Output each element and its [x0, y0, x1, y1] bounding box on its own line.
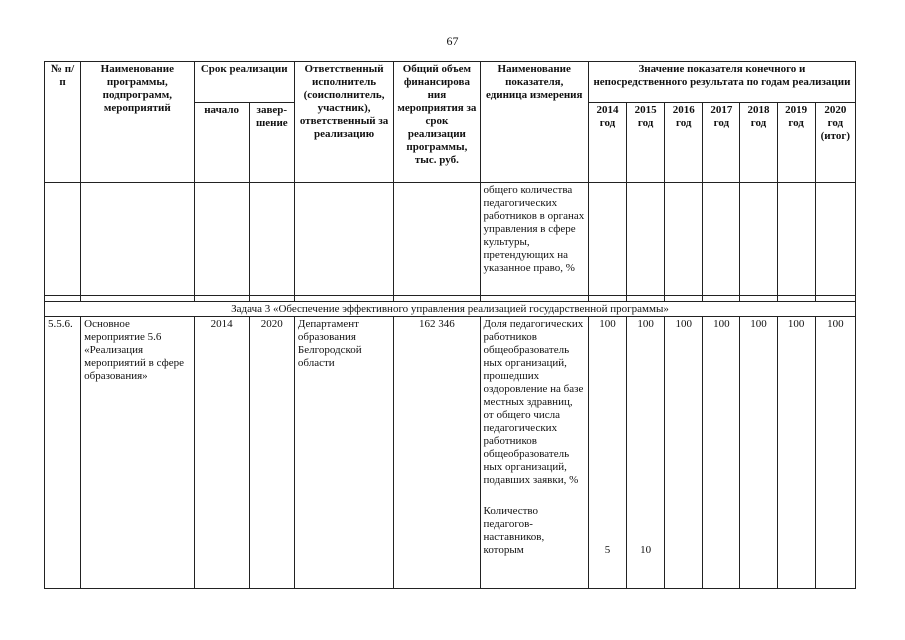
row-executor: Департамент образования Белгородской области	[294, 317, 393, 589]
cell-empty	[627, 183, 665, 296]
row-end: 2020	[249, 317, 294, 589]
cell-empty	[740, 183, 777, 296]
header-term-end: завер-шение	[249, 103, 294, 183]
value-2014-ind2: 5	[604, 544, 611, 556]
continued-indicator: общего количества педагогических работников в органах управления в сфере культуры, претендующих на указанное право, %	[480, 183, 588, 296]
row-funding: 162 346	[394, 317, 480, 589]
cell-empty	[777, 183, 815, 296]
header-year: 2014 год	[588, 103, 626, 183]
value-2016-ind1: 100	[675, 318, 692, 330]
header-num: № п/п	[45, 62, 81, 183]
value-2015-ind1: 100	[637, 318, 654, 330]
value-cell	[703, 317, 740, 589]
cell-empty	[588, 183, 626, 296]
header-term: Срок реализации	[194, 62, 294, 103]
cell-empty	[81, 183, 194, 296]
header-row-1	[45, 62, 856, 103]
value-2015-ind2: 10	[640, 544, 652, 556]
value-2018-ind1: 100	[750, 318, 767, 330]
value-2017-ind1: 100	[713, 318, 730, 330]
value-cell	[588, 317, 626, 589]
cell-empty	[294, 183, 393, 296]
header-year: 2018 год	[740, 103, 777, 183]
value-2019-ind1: 100	[787, 318, 805, 330]
value-2014-ind1: 100	[599, 318, 616, 330]
header-term-start: начало	[194, 103, 249, 183]
header-year: 2020 год (итог)	[815, 103, 855, 183]
indicator-1: Доля педагогических работников общеобразователь ных организаций, прошедших оздоровление на базе местных здравниц, от общего числа педагогических работников общеобразователь ных организаций, подавших заявки, %	[483, 318, 584, 486]
value-cell	[627, 317, 665, 589]
cell-empty	[249, 183, 294, 296]
header-executor: Ответственный исполнитель (соисполнитель, участник), ответственный за реализацию	[294, 62, 393, 183]
header-funding: Общий объем финансирова ния мероприятия за срок реализации программы, тыс. руб.	[394, 62, 480, 183]
continued-row	[45, 183, 856, 296]
task-row	[45, 302, 856, 317]
header-values-group: Значение показателя конечного и непосредственного результата по годам реализации	[588, 62, 855, 103]
cell-empty	[394, 183, 480, 296]
task-title: Задача 3 «Обеспечение эффективного управления реализацией государственной программы»	[45, 302, 856, 317]
page-number: 67	[446, 34, 459, 48]
indicator-cell	[480, 317, 588, 589]
cell-empty	[815, 183, 855, 296]
row-name: Основное мероприятие 5.6 «Реализация мероприятий в сфере образования»	[81, 317, 194, 589]
program-table	[44, 61, 856, 589]
header-year: 2016 год	[665, 103, 703, 183]
value-2020-ind1: 100	[827, 318, 844, 330]
cell-empty	[665, 183, 703, 296]
header-year: 2017 год	[703, 103, 740, 183]
value-cell	[665, 317, 703, 589]
header-year: 2015 год	[627, 103, 665, 183]
row-start: 2014	[194, 317, 249, 589]
header-indicator: Наименование показателя, единица измерения	[480, 62, 588, 183]
row-num: 5.5.6.	[45, 317, 81, 589]
row-5-5-6	[45, 317, 856, 589]
indicator-2: Количество педагогов-наставников, которым	[483, 505, 545, 556]
header-year: 2019 год	[777, 103, 815, 183]
value-cell	[815, 317, 855, 589]
value-cell	[777, 317, 815, 589]
cell-empty	[45, 183, 81, 296]
value-cell	[740, 317, 777, 589]
cell-empty	[194, 183, 249, 296]
cell-empty	[703, 183, 740, 296]
header-name: Наименование программы, подпрограмм, мероприятий	[81, 62, 194, 183]
